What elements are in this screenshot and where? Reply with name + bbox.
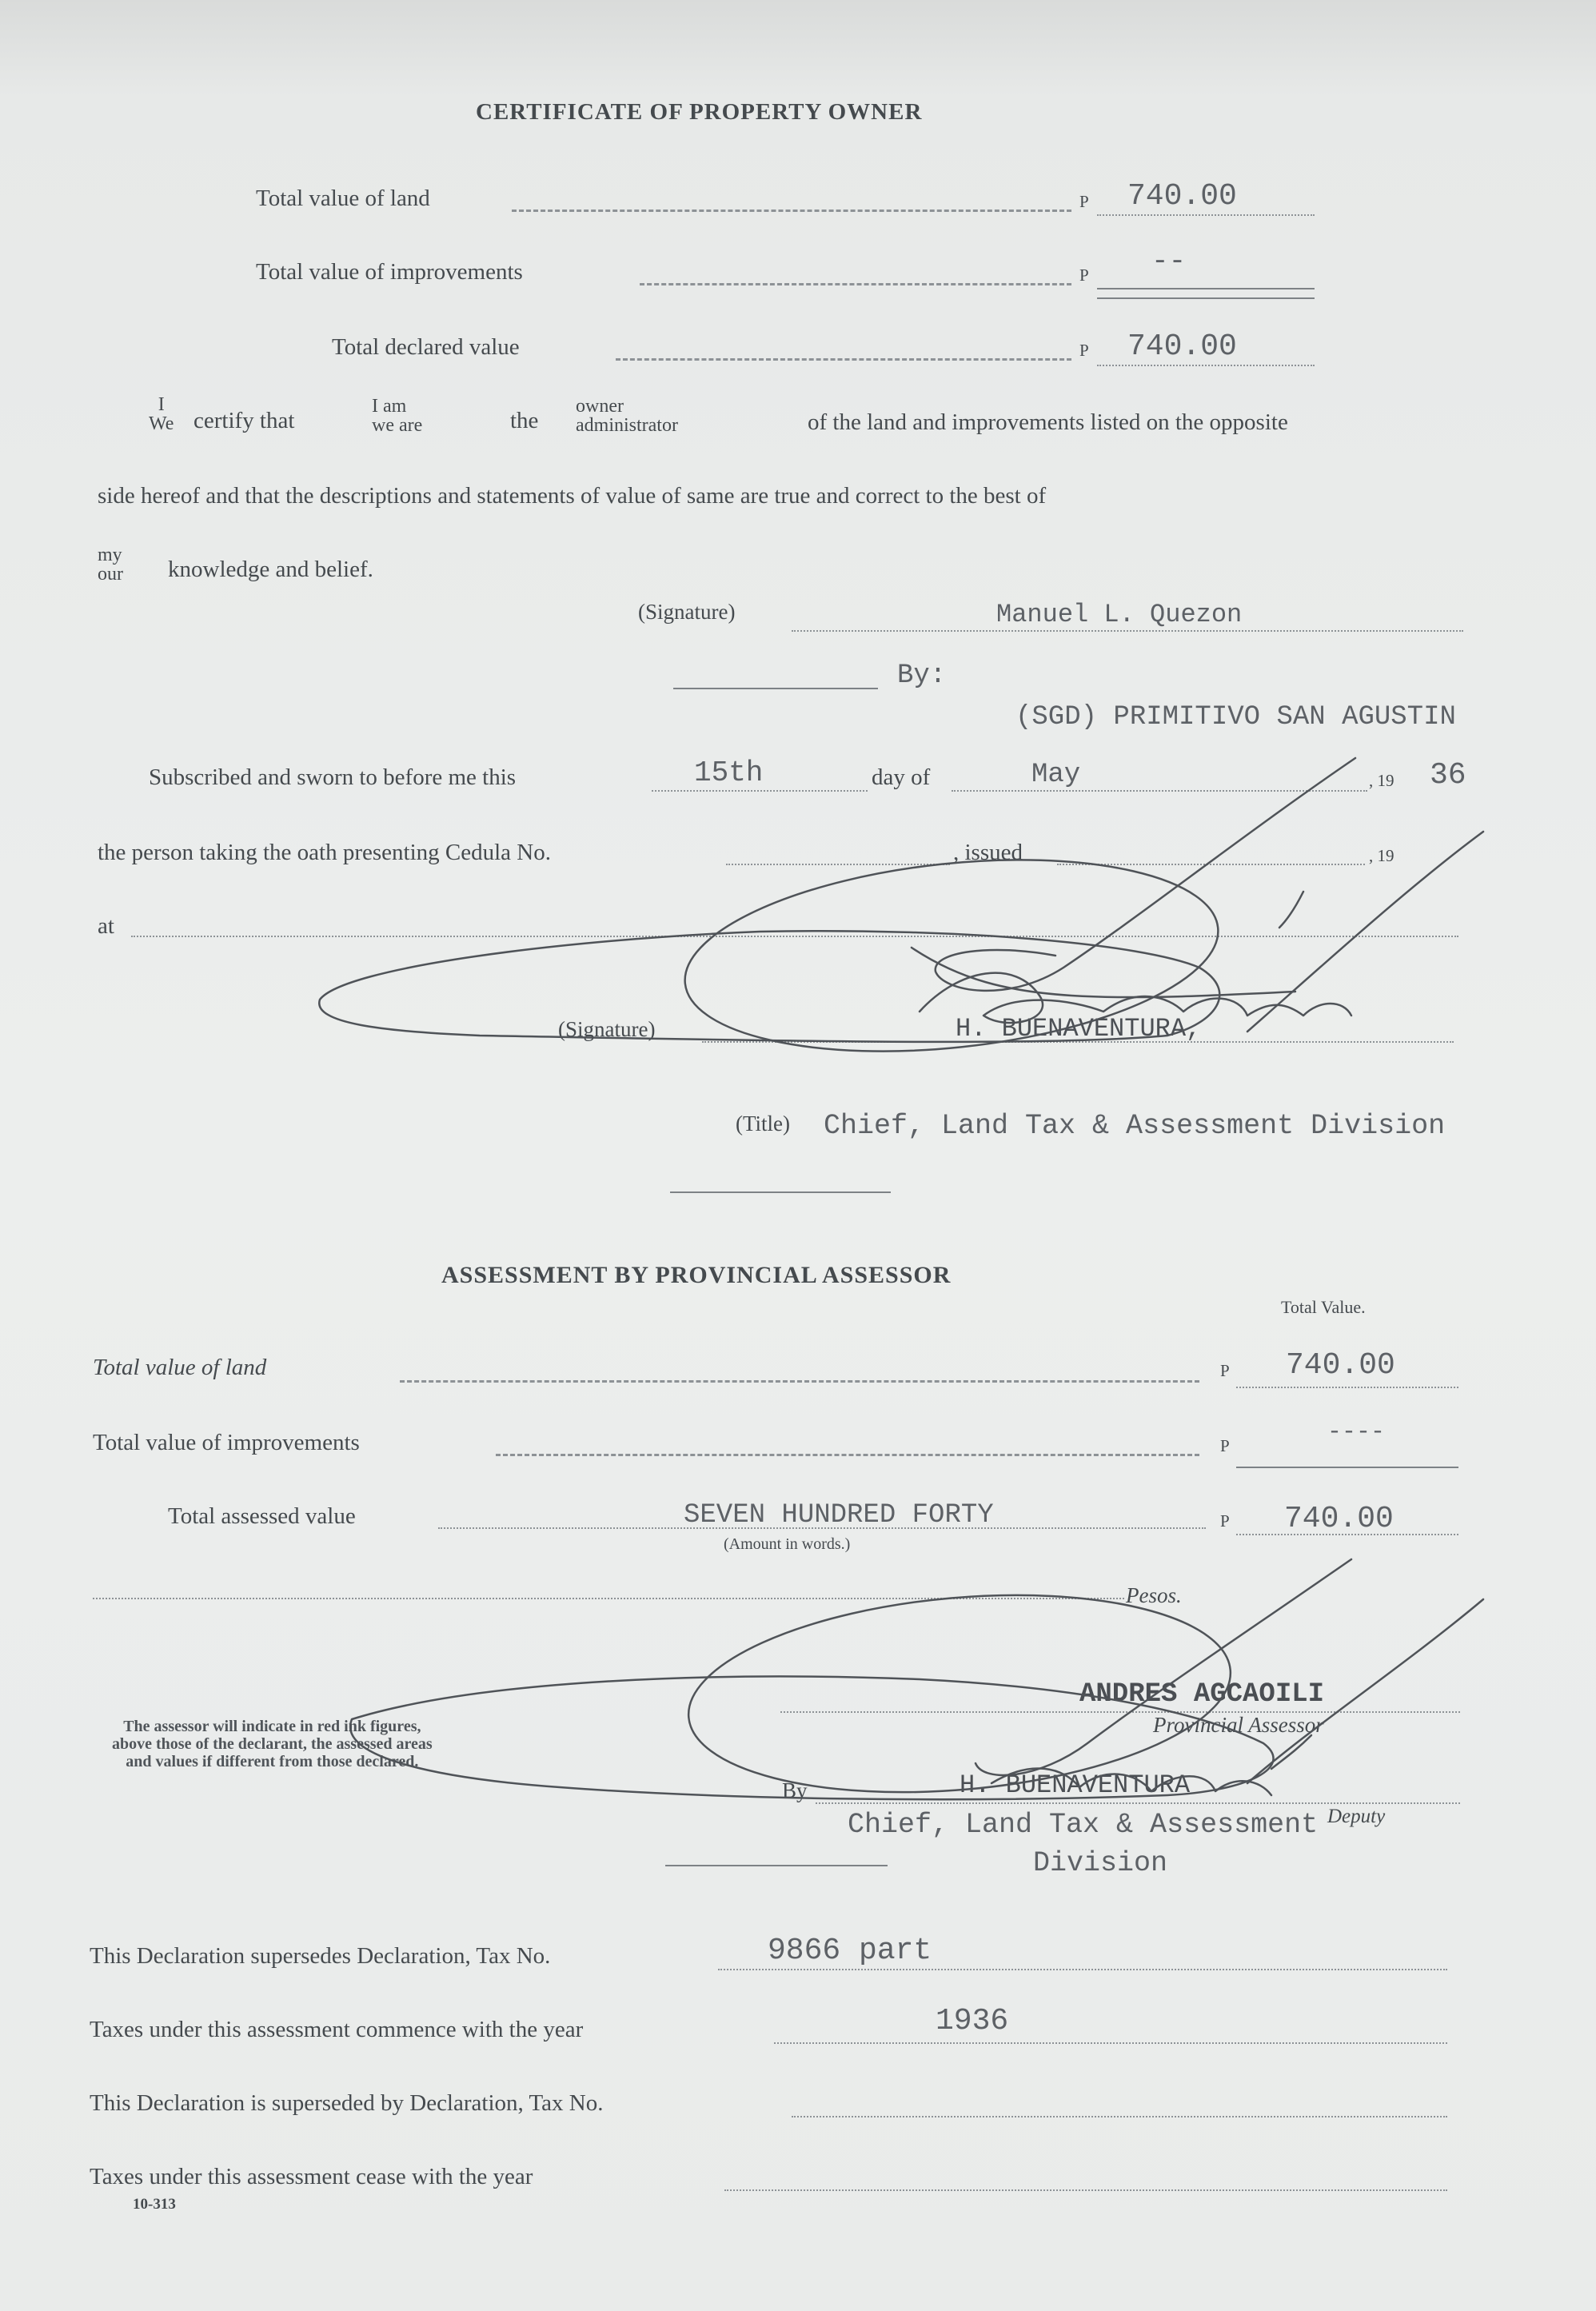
supersedes-value: 9866 part	[768, 1934, 932, 1968]
certify-end: knowledge and belief.	[168, 557, 373, 582]
day-of-label: day of	[872, 764, 931, 790]
pesos-label: Pesos.	[1126, 1583, 1182, 1607]
assess-assessed-value: 740.00	[1284, 1502, 1394, 1536]
cedula-label: the person taking the oath presenting Cedula No.	[98, 840, 551, 865]
oath-signature-value: H. BUENAVENTURA,	[956, 1014, 1202, 1044]
pronoun-i: I	[158, 394, 165, 415]
owner-signature-label: (Signature)	[638, 600, 736, 624]
owner-land-label: Total value of land	[256, 186, 430, 211]
superseded-label: This Declaration is superseded by Declaration, Tax No.	[90, 2090, 604, 2116]
issued-label: , issued	[953, 840, 1023, 865]
subscribed-label: Subscribed and sworn to before me this	[149, 764, 517, 790]
pronoun-we: We	[149, 413, 174, 434]
oath-month-value: May	[1031, 760, 1081, 790]
commence-label: Taxes under this assessment commence with the year	[90, 2017, 584, 2042]
owner-declared-currency: P	[1079, 341, 1089, 360]
assess-assessed-currency: P	[1220, 1511, 1230, 1531]
assessed-label: Total assessed value	[168, 1503, 356, 1529]
assessor-title: Provincial Assessor	[1153, 1713, 1324, 1737]
owner-signature-value: Manuel L. Quezon	[996, 600, 1243, 629]
administrator-option: administrator	[576, 415, 678, 436]
signature-loop	[319, 931, 1219, 1042]
note-line-2: above those of the declarant, the assessed areas	[112, 1735, 433, 1753]
cease-label: Taxes under this assessment cease with the year	[90, 2164, 533, 2189]
oath-year-value: 36	[1430, 758, 1466, 792]
signature-stroke	[976, 1559, 1351, 1775]
assess-land-currency: P	[1220, 1361, 1230, 1380]
supersedes-label: This Declaration supersedes Declaration, Tax No.	[90, 1943, 551, 1969]
assessment-heading: ASSESSMENT BY PROVINCIAL ASSESSOR	[441, 1262, 952, 1288]
owner-improvements-label: Total value of improvements	[256, 259, 523, 285]
signature-stroke	[1279, 892, 1303, 928]
owner-improvements-currency: P	[1079, 265, 1089, 285]
owner-declared-label: Total declared value	[332, 334, 520, 360]
year-prefix: , 19	[1369, 771, 1395, 790]
my-option: my	[98, 545, 122, 565]
signature-stroke	[1247, 1599, 1483, 1783]
owner-land-value: 740.00	[1127, 179, 1237, 214]
deputy-name: H. BUENAVENTURA	[960, 1770, 1191, 1800]
certify-line-2: side hereof and that the descriptions and statements of value of same are true and correct to the best of	[98, 483, 1047, 509]
owner-by-label: By:	[897, 661, 947, 691]
assessor-name: ANDRES AGCAOILI	[1079, 1679, 1325, 1710]
certify-the: the	[510, 408, 539, 433]
deputy-title: Chief, Land Tax & Assessment	[848, 1809, 1319, 1841]
amount-in-words-label: (Amount in words.)	[724, 1535, 851, 1553]
owner-certificate-heading: CERTIFICATE OF PROPERTY OWNER	[476, 99, 923, 125]
we-are-option: we are	[372, 415, 423, 436]
note-line-3: and values if different from those declared.	[126, 1753, 419, 1770]
owner-land-currency: P	[1079, 192, 1089, 211]
total-value-header: Total Value.	[1281, 1297, 1366, 1317]
assess-improvements-currency: P	[1220, 1436, 1230, 1455]
assess-improvements-label: Total value of improvements	[93, 1430, 360, 1455]
our-option: our	[98, 564, 123, 585]
deputy-title-2: Division	[1033, 1847, 1168, 1879]
assess-improvements-value: ----	[1327, 1419, 1386, 1446]
note-line-1: The assessor will indicate in red ink figures,	[123, 1718, 421, 1735]
commence-value: 1936	[936, 2004, 1009, 2038]
signature-stroke	[1247, 832, 1483, 1032]
year-prefix-2: , 19	[1369, 846, 1395, 865]
at-label: at	[98, 913, 114, 939]
owner-by-value: (SGD) PRIMITIVO SAN AGUSTIN	[1015, 702, 1456, 732]
signature-stroke	[1271, 1735, 1311, 1769]
owner-declared-value: 740.00	[1127, 329, 1237, 364]
assessed-words: SEVEN HUNDRED FORTY	[684, 1500, 994, 1531]
i-am-option: I am	[372, 396, 407, 417]
form-number: 10-313	[133, 2196, 176, 2213]
assess-land-label: Total value of land	[93, 1355, 267, 1380]
assess-by-label: By	[782, 1778, 808, 1802]
assess-land-value: 740.00	[1286, 1348, 1395, 1383]
owner-option: owner	[576, 396, 624, 417]
oath-signature-label: (Signature)	[558, 1017, 656, 1041]
signature-stroke	[992, 1768, 1271, 1795]
certify-rest: of the land and improvements listed on the opposite	[808, 409, 1288, 435]
owner-improvements-value: --	[1151, 245, 1187, 277]
oath-title-value: Chief, Land Tax & Assessment Division	[824, 1110, 1446, 1142]
deputy-label: Deputy	[1327, 1806, 1386, 1827]
signature-loop	[350, 1677, 1273, 1800]
title-label: (Title)	[736, 1112, 791, 1136]
certify-word: certify that	[194, 408, 295, 433]
oath-day-value: 15th	[694, 756, 764, 789]
